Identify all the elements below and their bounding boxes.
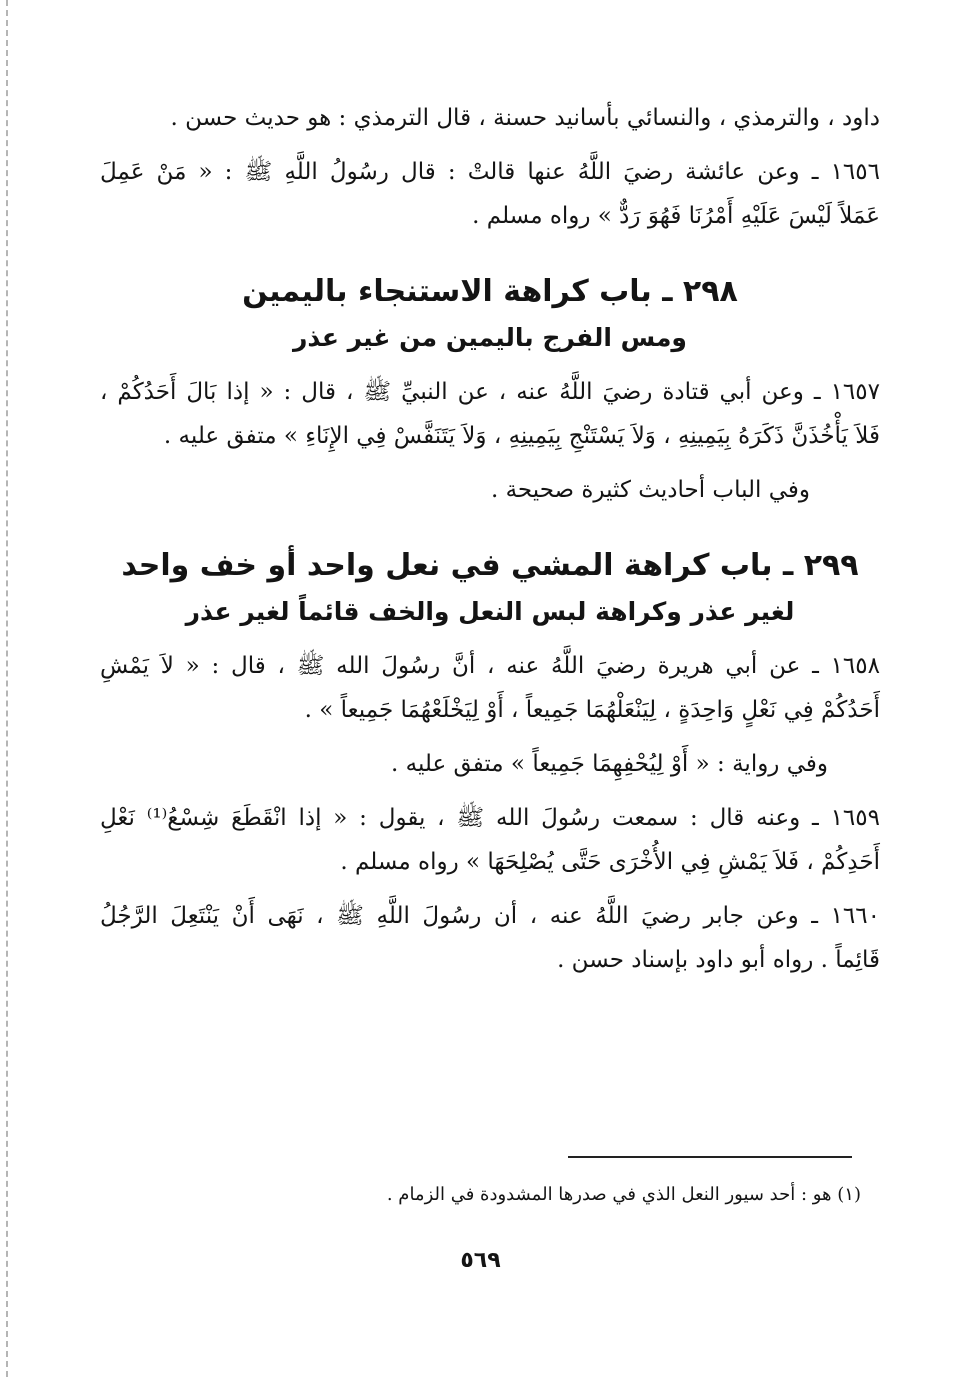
- footnote-separator: [568, 1156, 852, 1158]
- hadith-1660-line-2: قَائِماً . رواه أبو داود بإسناد حسن .: [557, 947, 880, 973]
- footnote-1: (١) هو : أحد سيور النعل الذي في صدرها المشدودة في الزمام .: [386, 1184, 861, 1205]
- hadith-1659-line-1: ١٦٥٩ ـ وعنه قال : سمعت رسُولَ الله ﷺ ، يقول : « إذا انْقَطَعَ شِسْعُ⁽¹⁾ نَعْلِ: [100, 805, 880, 831]
- hadith-1656-line-2: عَمَلاً لَيْسَ عَلَيْهِ أَمْرُنَا فَهُوَ رَدٌّ » رواه مسلم .: [472, 203, 880, 229]
- hadith-1660-line-1: ١٦٦٠ ـ وعن جابر رضيَ اللَّهُ عنه ، أن رسُولَ اللَّهِ ﷺ ، نَهَى أَنْ يَنْتَعِلَ الرَّجُلُ: [100, 903, 880, 929]
- hadith-1658-line-2: أَحَدُكُمْ فِي نَعْلٍ وَاحِدَةٍ ، لِيَنْعَلْهُمَا جَمِيعاً ، أَوْ لِيَخْلَعْهُمَا جَمِيعاً » .: [304, 697, 880, 723]
- book-page-body: [100, 96, 880, 982]
- hadith-1658-riwaya: وفي رواية : « أَوْ لِيُحْفِهِمَا جَمِيعاً » متفق عليه .: [391, 751, 828, 777]
- hadith-1657-line-2: فَلاَ يَأْخُذَنَّ ذَكَرَهُ بِيَمِينِهِ ، وَلاَ يَسْتَنْجِ بِيَمِينِهِ ، وَلاَ يَتَنَفَّسْ فِي الإِنَاءِ » متفق عليه .: [163, 423, 880, 449]
- hadith-1657-line-1: ١٦٥٧ ـ وعن أبي قتادة رضيَ اللَّهُ عنه ، عن النبيِّ ﷺ ، قال : « إذا بَالَ أَحَدُكُمْ ،: [100, 379, 880, 405]
- hadith-1658-line-1: ١٦٥٨ ـ عن أبي هريرة رضيَ اللَّهُ عنه ، أنَّ رسُولَ الله ﷺ ، قال : « لاَ يَمْشِ: [100, 653, 880, 679]
- chapter-299-title: ٢٩٩ ـ باب كراهة المشي في نعل واحد أو خف واحد: [121, 548, 859, 583]
- scan-edge-dashed-line: [6, 0, 8, 1377]
- page-number: ٥٦٩: [460, 1248, 501, 1273]
- text-line-continuation: داود ، والترمذي ، والنسائي بأسانيد حسنة ، قال الترمذي : هو حديث حسن .: [170, 105, 880, 131]
- chapter-298-note: وفي الباب أحاديث كثيرة صحيحة .: [490, 477, 810, 503]
- chapter-299-subtitle: لغير عذر وكراهة لبس النعل والخف قائماً لغير عذر: [185, 597, 795, 626]
- chapter-298-subtitle: ومس الفرج باليمين من غير عذر: [293, 323, 687, 352]
- chapter-298-title: ٢٩٨ ـ باب كراهة الاستنجاء باليمين: [242, 274, 738, 309]
- hadith-1656-line-1: ١٦٥٦ ـ وعن عائشة رضيَ اللَّهُ عنها قالتْ : قال رسُولُ اللَّهِ ﷺ : « مَنْ عَمِلَ: [100, 159, 880, 185]
- hadith-1659-line-2: أَحَدِكُمْ ، فَلاَ يَمْشِ فِي الأُخْرَى حَتَّى يُصْلِحَهَا » رواه مسلم .: [340, 849, 880, 875]
